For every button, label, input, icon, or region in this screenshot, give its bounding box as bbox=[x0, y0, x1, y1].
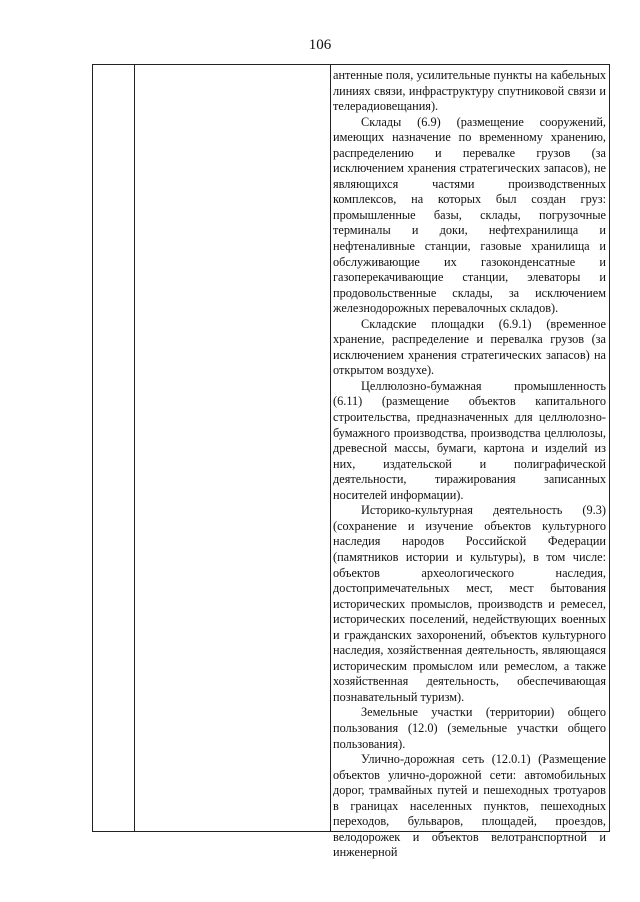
table-cell-zone bbox=[135, 65, 331, 831]
paragraph-storage-sites: Складские площадки (6.9.1) (временное хранение, распределение и перевалка грузов (за исключением хранения стратегических запасов) на открытом воздухе). bbox=[333, 316, 606, 378]
paragraph-public-land: Земельные участки (территории) общего пользования (12.0) (земельные участки общего пользования). bbox=[333, 705, 606, 751]
paragraph-warehouses: Склады (6.9) (размещение сооружений, имеющих назначение по временному хранению, распределению и перевалке грузов (за исключением хранения стратегических запасов), не являющихся частями производственных комплексов, на которых был создан груз: промышленные базы, склады, погрузочные терминалы и доки, нефтехранилища и нефтеналивные станции, газовые хранилища и обслуживающие их газоконденсатные и газоперекачивающие станции, элеваторы и продовольственные склады, за исключением железнодорожных перевалочных складов). bbox=[333, 114, 606, 316]
paragraph-street-road-network: Улично-дорожная сеть (12.0.1) (Размещение объектов улично-дорожной сети: автомобильных дорог, трамвайных путей и пешеходных тротуаров в границах населенных пунктов, пешеходных переходов, бульваров, площадей, проездов, велодорожек и объектов велотранспортной и инженерной bbox=[333, 752, 606, 860]
paragraph-continuation: антенные поля, усилительные пункты на кабельных линиях связи, инфраструктуру спутниковой связи и телерадиовещания). bbox=[333, 68, 606, 114]
page-number: 106 bbox=[308, 37, 332, 53]
paragraph-historical-cultural-activity: Историко-культурная деятельность (9.3) (сохранение и изучение объектов культурного наследия народов Российской Федерации (памятников истории и культуры), в том числе: объектов археологического наследия, достопримечательных мест, мест бытования исторических промыслов, производств и ремесел, исторических поселений, недействующих военных и гражданских захоронений, объектов культурного наследия, хозяйственная деятельность, являющаяся историческим промыслом или ремеслом, а также хозяйственная деятельность, обеспечивающая познавательный туризм). bbox=[333, 503, 606, 704]
table-cell-permitted-uses bbox=[331, 65, 609, 860]
document-table bbox=[92, 64, 610, 860]
table-cell-number bbox=[93, 65, 135, 831]
paragraph-pulp-paper-industry: Целлюлозно-бумажная промышленность (6.11) (размещение объектов капитального строительства, предназначенных для целлюлозно-бумажного производства, производства целлюлозы, древесной массы, бумаги, картона и изделий из них, издательской и полиграфической деятельности, тиражирования записанных носителей информации). bbox=[333, 378, 606, 502]
